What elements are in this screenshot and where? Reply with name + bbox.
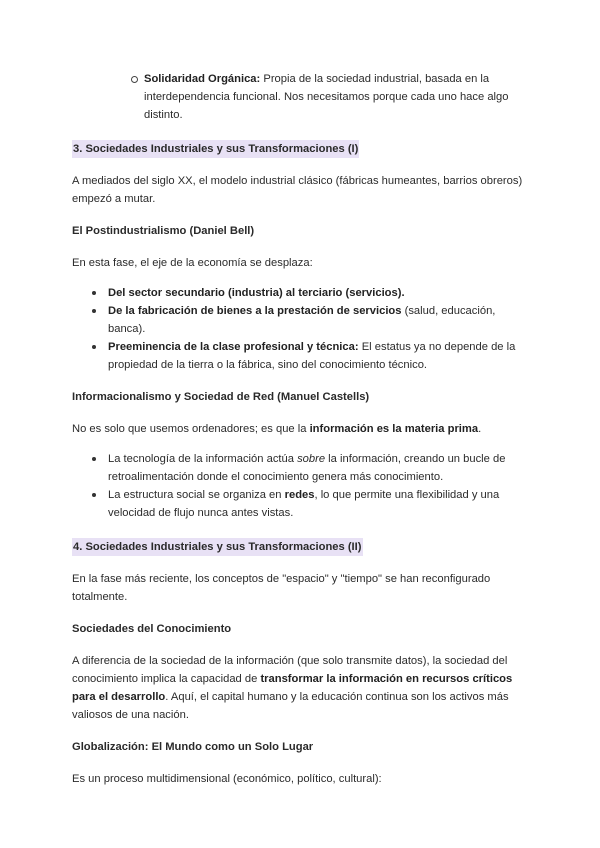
- subheading: Sociedades del Conocimiento: [72, 623, 232, 635]
- text-run: . Aquí, el capital humano y la educación continua son los activos más valiosos de una nación.: [72, 691, 509, 721]
- text-run: la información, creando un bucle de retroalimentación donde el conocimiento genera más conocimiento.: [108, 453, 506, 483]
- list-item-text: Propia de la sociedad industrial, basada en la interdependencia funcional. Nos necesitamos porque cada uno hace algo distinto.: [144, 73, 509, 121]
- section-intro: En la fase más reciente, los conceptos de "espacio" y "tiempo" se han reconfigurado totalmente.: [72, 573, 491, 603]
- list-item: [108, 338, 528, 374]
- section-heading: 4. Sociedades Industriales y sus Transformaciones (II): [72, 538, 363, 556]
- bullet-list: [72, 284, 528, 374]
- paragraph: [72, 420, 528, 438]
- subheading: El Postindustrialismo (Daniel Bell): [72, 225, 255, 237]
- italic-run: sobre: [297, 453, 326, 465]
- bold-run: redes: [284, 489, 315, 501]
- subheading: Informacionalismo y Sociedad de Red (Manuel Castells): [72, 391, 370, 403]
- text-run: .: [478, 423, 482, 435]
- paragraph: [72, 652, 528, 724]
- list-item-bold: Solidaridad Orgánica:: [144, 73, 261, 85]
- list-item: [144, 70, 528, 124]
- section-3: [72, 140, 528, 522]
- list-item: [108, 284, 528, 302]
- list-item-bold: De la fabricación de bienes a la prestación de servicios: [108, 305, 402, 317]
- section-intro: A mediados del siglo XX, el modelo industrial clásico (fábricas humeantes, barrios obreros) empezó a mutar.: [72, 175, 523, 205]
- bold-run: información es la materia prima: [309, 423, 479, 435]
- text-run: A diferencia de la sociedad de la información (que solo transmite datos), la sociedad del conocimiento implica la capacidad de: [72, 655, 508, 685]
- sub-bullet-list: [72, 70, 528, 124]
- text-run: La tecnología de la información actúa: [108, 453, 298, 465]
- paragraph: Es un proceso multidimensional (económico, político, cultural):: [72, 773, 382, 785]
- text-run: No es solo que usemos ordenadores; es que la: [72, 423, 310, 435]
- list-item-bold: Del sector secundario (industria) al terciario (servicios).: [108, 287, 405, 299]
- list-item-bold: Preeminencia de la clase profesional y técnica:: [108, 341, 359, 353]
- paragraph: En esta fase, el eje de la economía se desplaza:: [72, 257, 313, 269]
- list-item: [108, 486, 528, 522]
- subheading: Globalización: El Mundo como un Solo Lugar: [72, 741, 314, 753]
- bullet-list: [72, 450, 528, 522]
- list-item-text: (salud, educación, banca).: [108, 305, 496, 335]
- section-heading: 3. Sociedades Industriales y sus Transformaciones (I): [72, 140, 359, 158]
- list-item: [108, 302, 528, 338]
- bold-run: transformar la información en recursos críticos para el desarrollo: [72, 673, 513, 703]
- text-run: , lo que permite una flexibilidad y una velocidad de flujo nunca antes vistas.: [108, 489, 500, 519]
- text-run: La estructura social se organiza en: [108, 489, 285, 501]
- section-4: [72, 538, 528, 788]
- list-item-text: El estatus ya no depende de la propiedad de la tierra o la fábrica, sino del conocimiento técnico.: [108, 341, 516, 371]
- list-item: [108, 450, 528, 486]
